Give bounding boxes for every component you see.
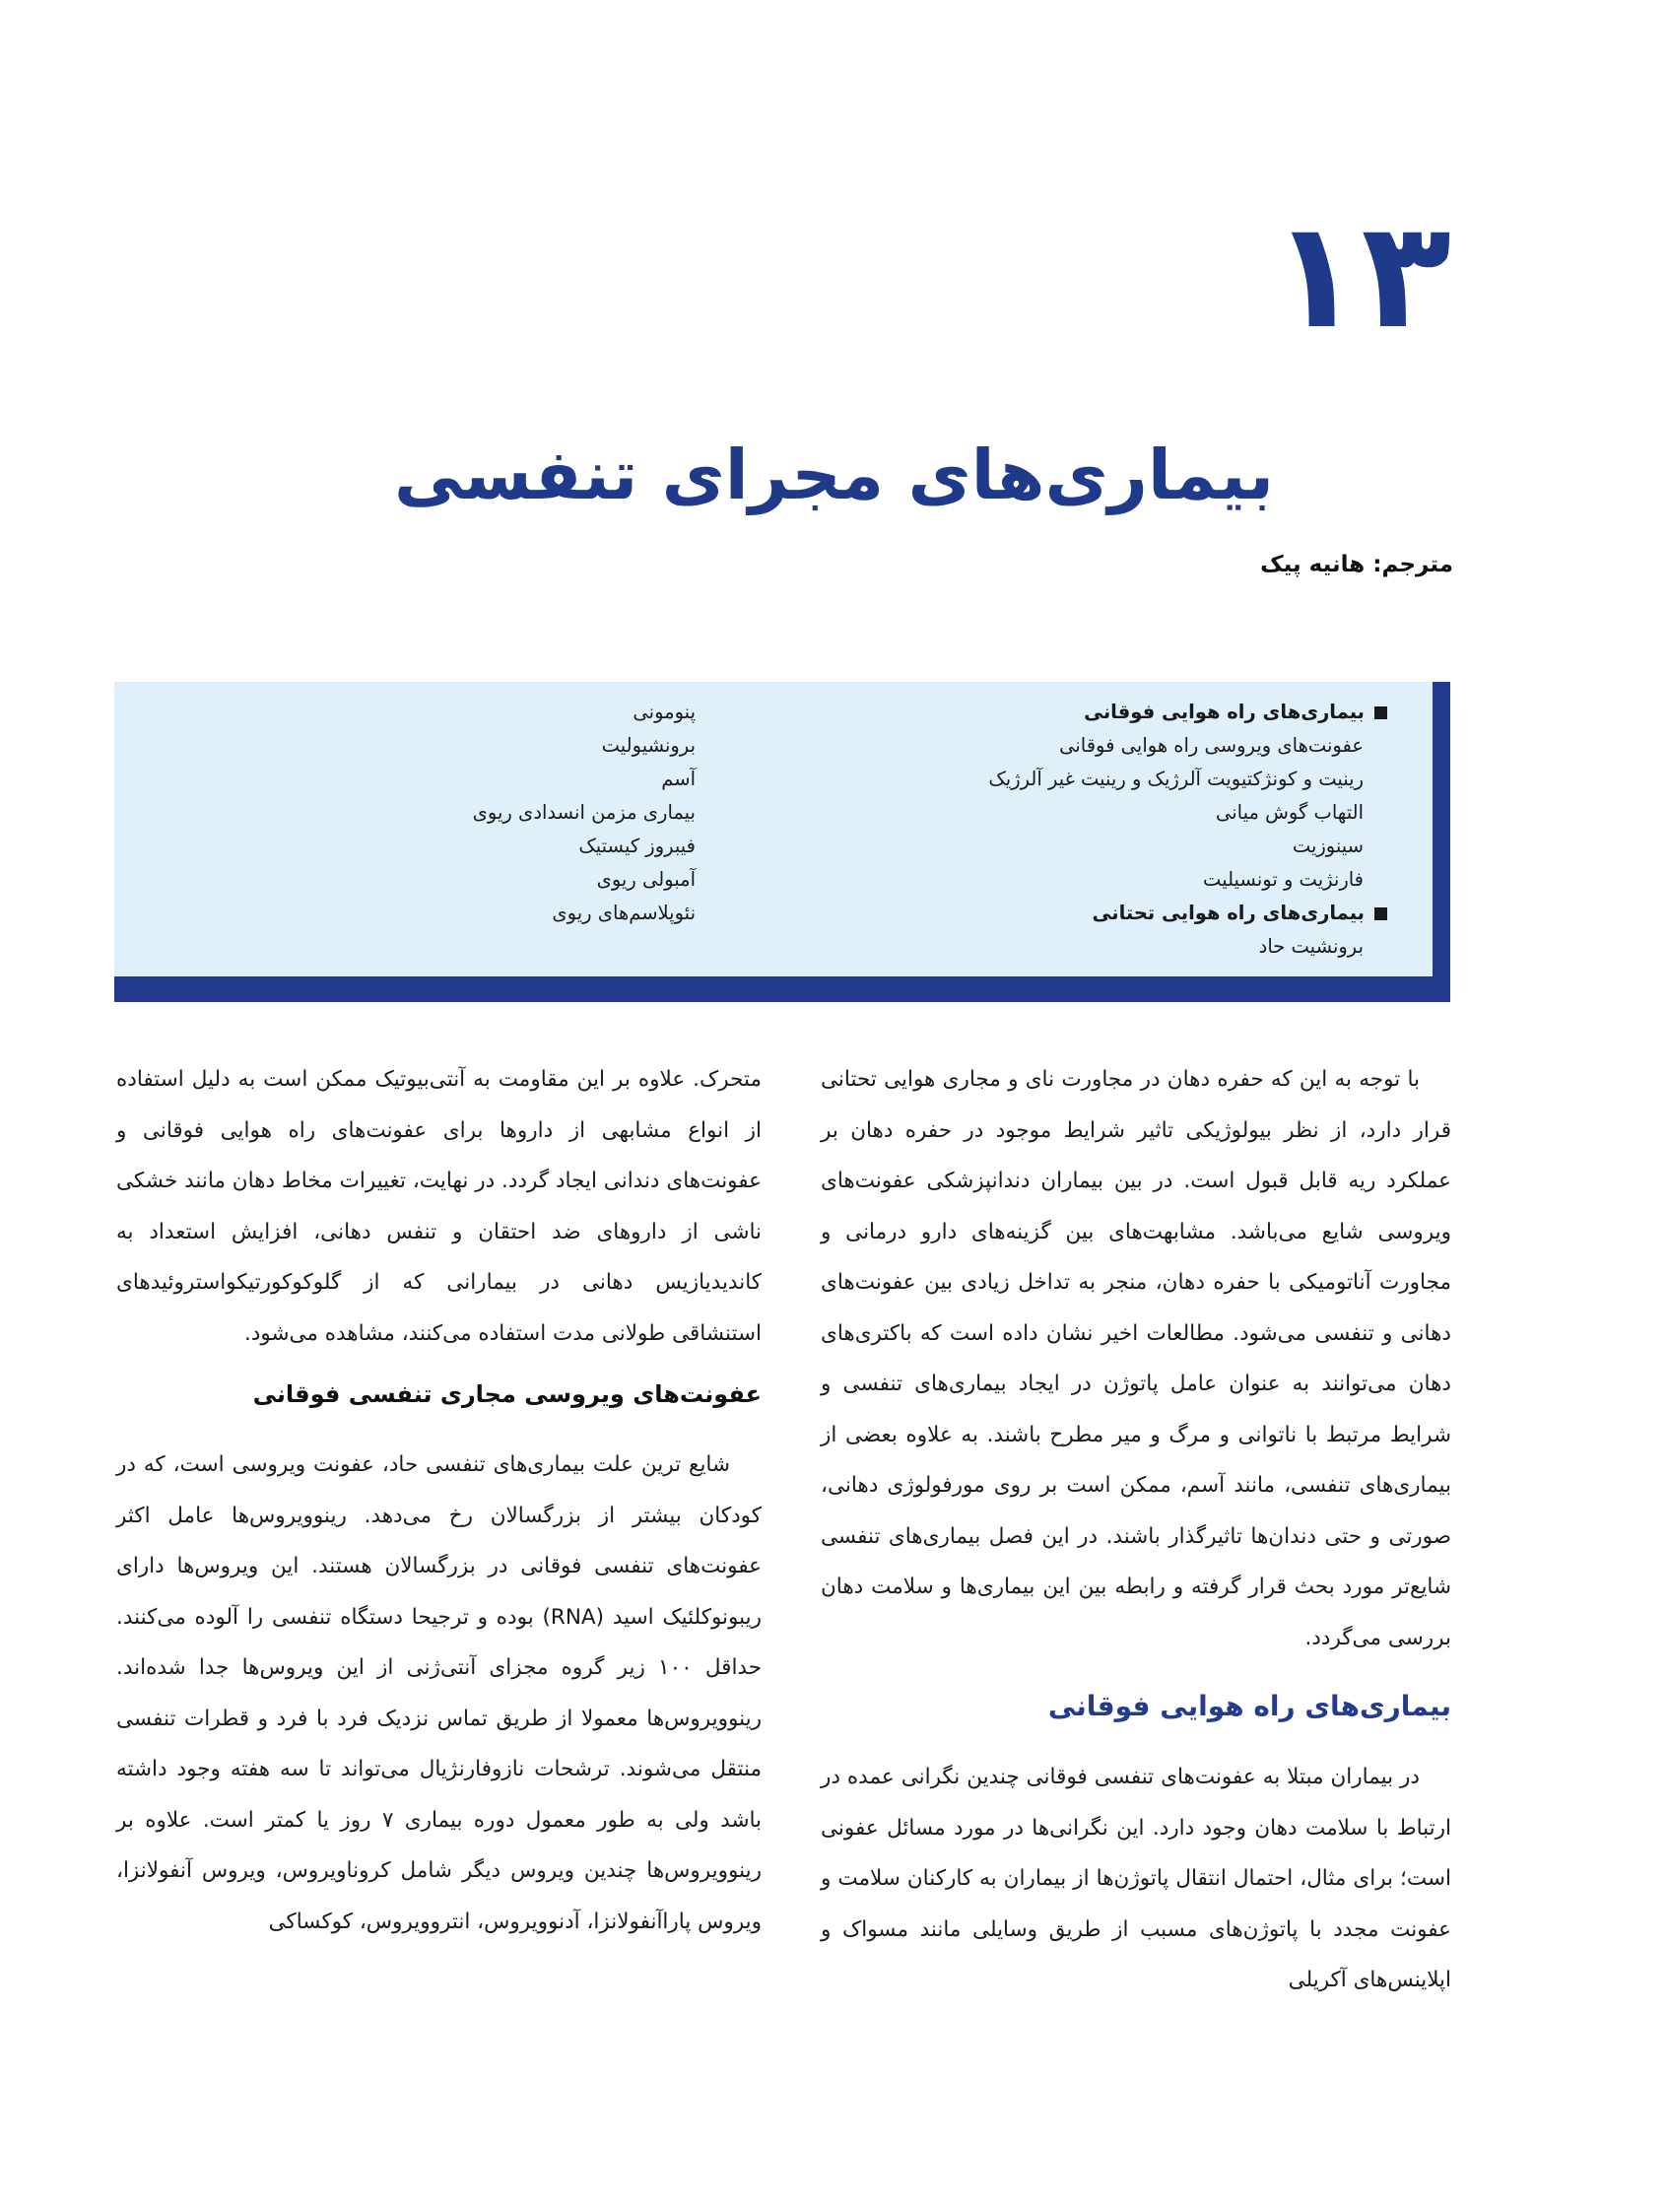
contents-item: فیبروز کیستیک bbox=[578, 835, 696, 857]
contents-item: عفونت‌های ویروسی راه هوایی فوقانی bbox=[1059, 734, 1364, 757]
contents-item: آسم bbox=[661, 768, 696, 790]
chapter-number: ۱۳ bbox=[1270, 190, 1451, 362]
contents-item: برونشیولیت bbox=[601, 734, 696, 757]
contents-heading: بیماری‌های راه هوایی تحتانی bbox=[835, 897, 1387, 930]
chapter-title: بیماری‌های مجرای تنفسی bbox=[393, 435, 1274, 515]
translator-credit: مترجم: هانیه پیک bbox=[1260, 552, 1453, 577]
section-heading: عفونت‌های ویروسی مجاری تنفسی فوقانی bbox=[252, 1380, 762, 1408]
contents-item: التهاب گوش میانی bbox=[1215, 801, 1364, 824]
section-heading: بیماری‌های راه هوایی فوقانی bbox=[1047, 1690, 1451, 1722]
contents-item: نئوپلاسم‌های ریوی bbox=[552, 902, 696, 924]
body-paragraph: در بیماران مبتلا به عفونت‌های تنفسی فوقانی چندین نگرانی عمده در ارتباط با سلامت دهان وجود دارد. این نگرانی‌ها در مورد مسائل عفونی است؛ برای مثال، احتمال انتقال پاتوژن‌ها از بیماران به کارکنان سلامت و عفونت مجدد با پاتوژن‌های مسبب از طریق وسایلی مانند مسواک و اپلاینس‌های آکریلی bbox=[821, 1765, 1451, 1992]
contents-item: فارنژیت و تونسیلیت bbox=[1203, 868, 1364, 891]
contents-left-column bbox=[183, 696, 696, 930]
contents-item: آمبولی ریوی bbox=[596, 868, 696, 891]
body-paragraph: شایع ترین علت بیماری‌های تنفسی حاد، عفونت ویروسی است، که در کودکان بیشتر از بزرگسالان رخ می‌دهد. رینوویروس‌ها عامل اکثر عفونت‌های تنفسی فوقانی در بزرگسالان هستند. این ویروس‌ها دارای ریبونوکلئیک اسید (RNA) بوده و ترجیحا دستگاه تنفسی را آلوده می‌کنند. حداقل ۱۰۰ زیر گروه مجزای آنتی‌ژنی از این ویروس‌ها جدا شده‌اند. رینوویروس‌ها معمولا از طریق تماس نزدیک فرد با فرد و قطرات تنفسی منتقل می‌شوند. ترشحات نازوفارنژیال می‌تواند تا سه هفته وجود داشته باشد ولی به طور معمول دوره بیماری ۷ روز یا کمتر است. علاوه بر رینوویروس‌ها چندین ویروس دیگر شامل کروناویروس، ویروس آنفولانزا، ویروس پاراآنفولانزا، آدنوویروس، انتروویروس، کوکساکی bbox=[116, 1452, 762, 1934]
contents-item: بیماری مزمن انسدادی ریوی bbox=[472, 801, 696, 824]
chapter-contents-box bbox=[114, 682, 1450, 1002]
contents-item: رینیت و کونژکتیویت آلرژیک و رینیت غیر آلرژیک bbox=[988, 768, 1364, 790]
bullet-square-icon bbox=[1374, 907, 1387, 920]
bullet-square-icon bbox=[1374, 706, 1387, 719]
contents-item: سینوزیت bbox=[1292, 835, 1364, 857]
body-right-column bbox=[821, 1054, 1451, 2006]
contents-item: برونشیت حاد bbox=[1258, 935, 1364, 958]
contents-right-column bbox=[835, 696, 1387, 964]
contents-heading: بیماری‌های راه هوایی فوقانی bbox=[835, 696, 1387, 729]
body-paragraph: با توجه به این که حفره دهان در مجاورت نای و مجاری هوایی تحتانی قرار دارد، از نظر بیولوژیکی تاثیر شرایط موجود در حفره دهان بر عملکرد ریه قابل قبول است. در بین بیماران دندانپزشکی عفونت‌های ویروسی شایع می‌باشد. مشابهت‌های بین گزینه‌های دارو درمانی و مجاورت آناتومیکی با حفره دهان، منجر به تداخل زیادی بین عفونت‌های دهانی و تنفسی می‌شود. مطالعات اخیر نشان داده است که باکتری‌های دهان می‌توانند به عنوان عامل پاتوژن در ایجاد بیماری‌های تنفسی و شرایط مرتبط با ناتوانی و مرگ و میر مطرح باشند. به علاوه بعضی از بیماری‌های تنفسی، مانند آسم، ممکن است بر روی مورفولوژی دهانی، صورتی و حتی دندان‌ها تاثیرگذار باشند. در این فصل بیماری‌های تنفسی شایع‌تر مورد بحث قرار گرفته و رابطه بین این بیماری‌ها و سلامت دهان بررسی می‌گردد. bbox=[821, 1067, 1451, 1650]
body-left-column bbox=[116, 1054, 762, 1947]
contents-item: پنومونی bbox=[633, 701, 696, 723]
body-paragraph: متحرک. علاوه بر این مقاومت به آنتی‌بیوتیک ممکن است به دلیل استفاده از انواع مشابهی از داروها برای عفونت‌های راه هوایی فوقانی و عفونت‌های دندانی ایجاد گردد. در نهایت، تغییرات مخاط دهان مانند خشکی ناشی از داروهای ضد احتقان و تنفس دهانی، افزایش استعداد به کاندیدیازیس دهانی در بیمارانی که از گلوکوکورتیکواستروئیدهای استنشاقی طولانی مدت استفاده می‌کنند، مشاهده می‌شود. bbox=[116, 1067, 762, 1346]
